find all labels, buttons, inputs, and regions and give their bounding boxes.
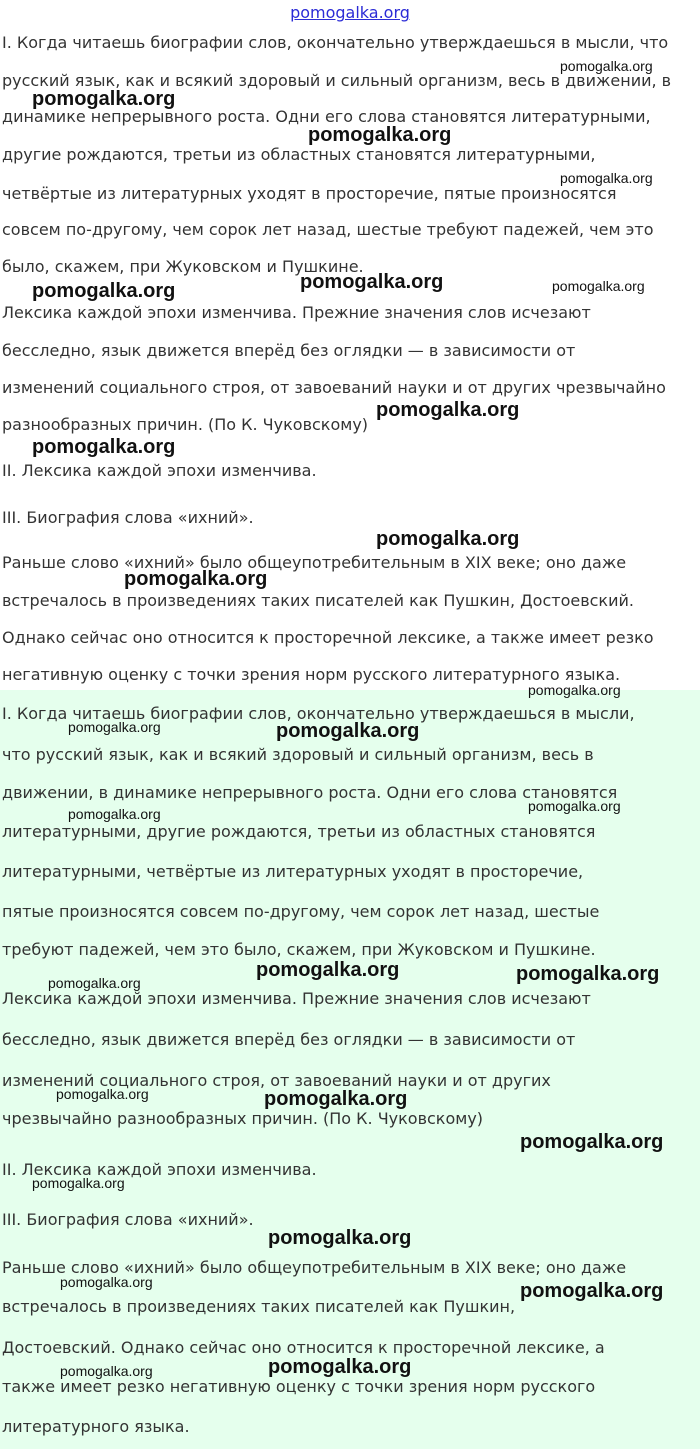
- text-line: литературного языка.: [2, 1417, 190, 1436]
- text-line: встречалось в произведениях таких писателей как Пушкин,: [2, 1297, 516, 1316]
- watermark: pomogalka.org: [68, 719, 161, 735]
- text-line: литературными, четвёртые из литературных уходят в просторечие,: [2, 862, 584, 881]
- text-line: чрезвычайно разнообразных причин. (По К. Чуковскому): [2, 1109, 484, 1128]
- watermark: pomogalka.org: [32, 280, 176, 302]
- watermark: pomogalka.org: [32, 1175, 125, 1191]
- text-line: Лексика каждой эпохи изменчива. Прежние значения слов исчезают: [2, 989, 591, 1008]
- watermark: pomogalka.org: [560, 170, 653, 186]
- text-line: Раньше слово «ихний» было общеупотребительным в XIX веке; оно даже: [2, 1258, 627, 1277]
- text-line: русский язык, как и всякий здоровый и сильный организм, весь в движении, в: [2, 71, 672, 90]
- watermark: pomogalka.org: [256, 959, 400, 981]
- watermark: pomogalka.org: [48, 975, 141, 991]
- watermark: pomogalka.org: [60, 1363, 153, 1379]
- site-link[interactable]: pomogalka.org: [290, 3, 410, 22]
- watermark: pomogalka.org: [376, 528, 520, 550]
- watermark: pomogalka.org: [520, 1131, 664, 1153]
- text-line: четвёртые из литературных уходят в просторечие, пятые произносятся: [2, 184, 617, 203]
- watermark: pomogalka.org: [56, 1086, 149, 1102]
- text-line: I. Когда читаешь биографии слов, окончательно утверждаешься в мысли, что: [2, 33, 669, 52]
- watermark: pomogalka.org: [520, 1280, 664, 1302]
- watermark: pomogalka.org: [300, 271, 444, 293]
- text-line: бесследно, язык движется вперёд без оглядки — в зависимости от: [2, 1030, 576, 1049]
- watermark: pomogalka.org: [268, 1227, 412, 1249]
- text-line: было, скажем, при Жуковском и Пушкине.: [2, 257, 364, 276]
- watermark: pomogalka.org: [516, 963, 660, 985]
- text-line: разнообразных причин. (По К. Чуковскому): [2, 415, 369, 434]
- text-line: Однако сейчас оно относится к просторечной лексике, а также имеет резко: [2, 628, 654, 647]
- watermark: pomogalka.org: [264, 1088, 408, 1110]
- text-line: также имеет резко негативную оценку с точки зрения норм русского: [2, 1377, 596, 1396]
- text-line: встречалось в произведениях таких писателей как Пушкин, Достоевский.: [2, 591, 634, 610]
- watermark: pomogalka.org: [528, 682, 621, 698]
- watermark: pomogalka.org: [552, 278, 645, 294]
- watermark: pomogalka.org: [376, 399, 520, 421]
- text-line: Лексика каждой эпохи изменчива. Прежние значения слов исчезают: [2, 303, 591, 322]
- watermark: pomogalka.org: [528, 798, 621, 814]
- text-line: движении, в динамике непрерывного роста. Одни его слова становятся: [2, 783, 618, 802]
- watermark: pomogalka.org: [60, 1274, 153, 1290]
- text-line: Раньше слово «ихний» было общеупотребительным в XIX веке; оно даже: [2, 553, 627, 572]
- text-line: I. Когда читаешь биографии слов, окончательно утверждаешься в мысли,: [2, 704, 635, 723]
- text-line: динамике непрерывного роста. Одни его слова становятся литературными,: [2, 107, 651, 126]
- text-line: изменений социального строя, от завоеваний науки и от других чрезвычайно: [2, 378, 666, 397]
- watermark: pomogalka.org: [68, 806, 161, 822]
- watermark: pomogalka.org: [268, 1356, 412, 1378]
- text-line: II. Лексика каждой эпохи изменчива.: [2, 461, 317, 480]
- text-line: III. Биография слова «ихний».: [2, 508, 254, 527]
- text-line: II. Лексика каждой эпохи изменчива.: [2, 1160, 317, 1179]
- watermark: pomogalka.org: [32, 88, 176, 110]
- text-line: другие рождаются, третьи из областных становятся литературными,: [2, 145, 596, 164]
- watermark: pomogalka.org: [308, 124, 452, 146]
- watermark: pomogalka.org: [32, 436, 176, 458]
- text-line: пятые произносятся совсем по-другому, чем сорок лет назад, шестые: [2, 902, 600, 921]
- watermark: pomogalka.org: [560, 58, 653, 74]
- text-line: III. Биография слова «ихний».: [2, 1210, 254, 1229]
- text-line: изменений социального строя, от завоеваний науки и от других: [2, 1071, 551, 1090]
- text-line: совсем по-другому, чем сорок лет назад, шестые требуют падежей, чем это: [2, 220, 654, 239]
- watermark: pomogalka.org: [124, 568, 268, 590]
- text-line: что русский язык, как и всякий здоровый и сильный организм, весь в: [2, 745, 594, 764]
- text-line: требуют падежей, чем это было, скажем, при Жуковском и Пушкине.: [2, 940, 596, 959]
- text-line: Достоевский. Однако сейчас оно относится к просторечной лексике, а: [2, 1338, 605, 1357]
- watermark: pomogalka.org: [276, 720, 420, 742]
- text-line: негативную оценку с точки зрения норм русского литературного языка.: [2, 665, 621, 684]
- text-line: бесследно, язык движется вперёд без оглядки — в зависимости от: [2, 341, 576, 360]
- text-line: литературными, другие рождаются, третьи из областных становятся: [2, 822, 596, 841]
